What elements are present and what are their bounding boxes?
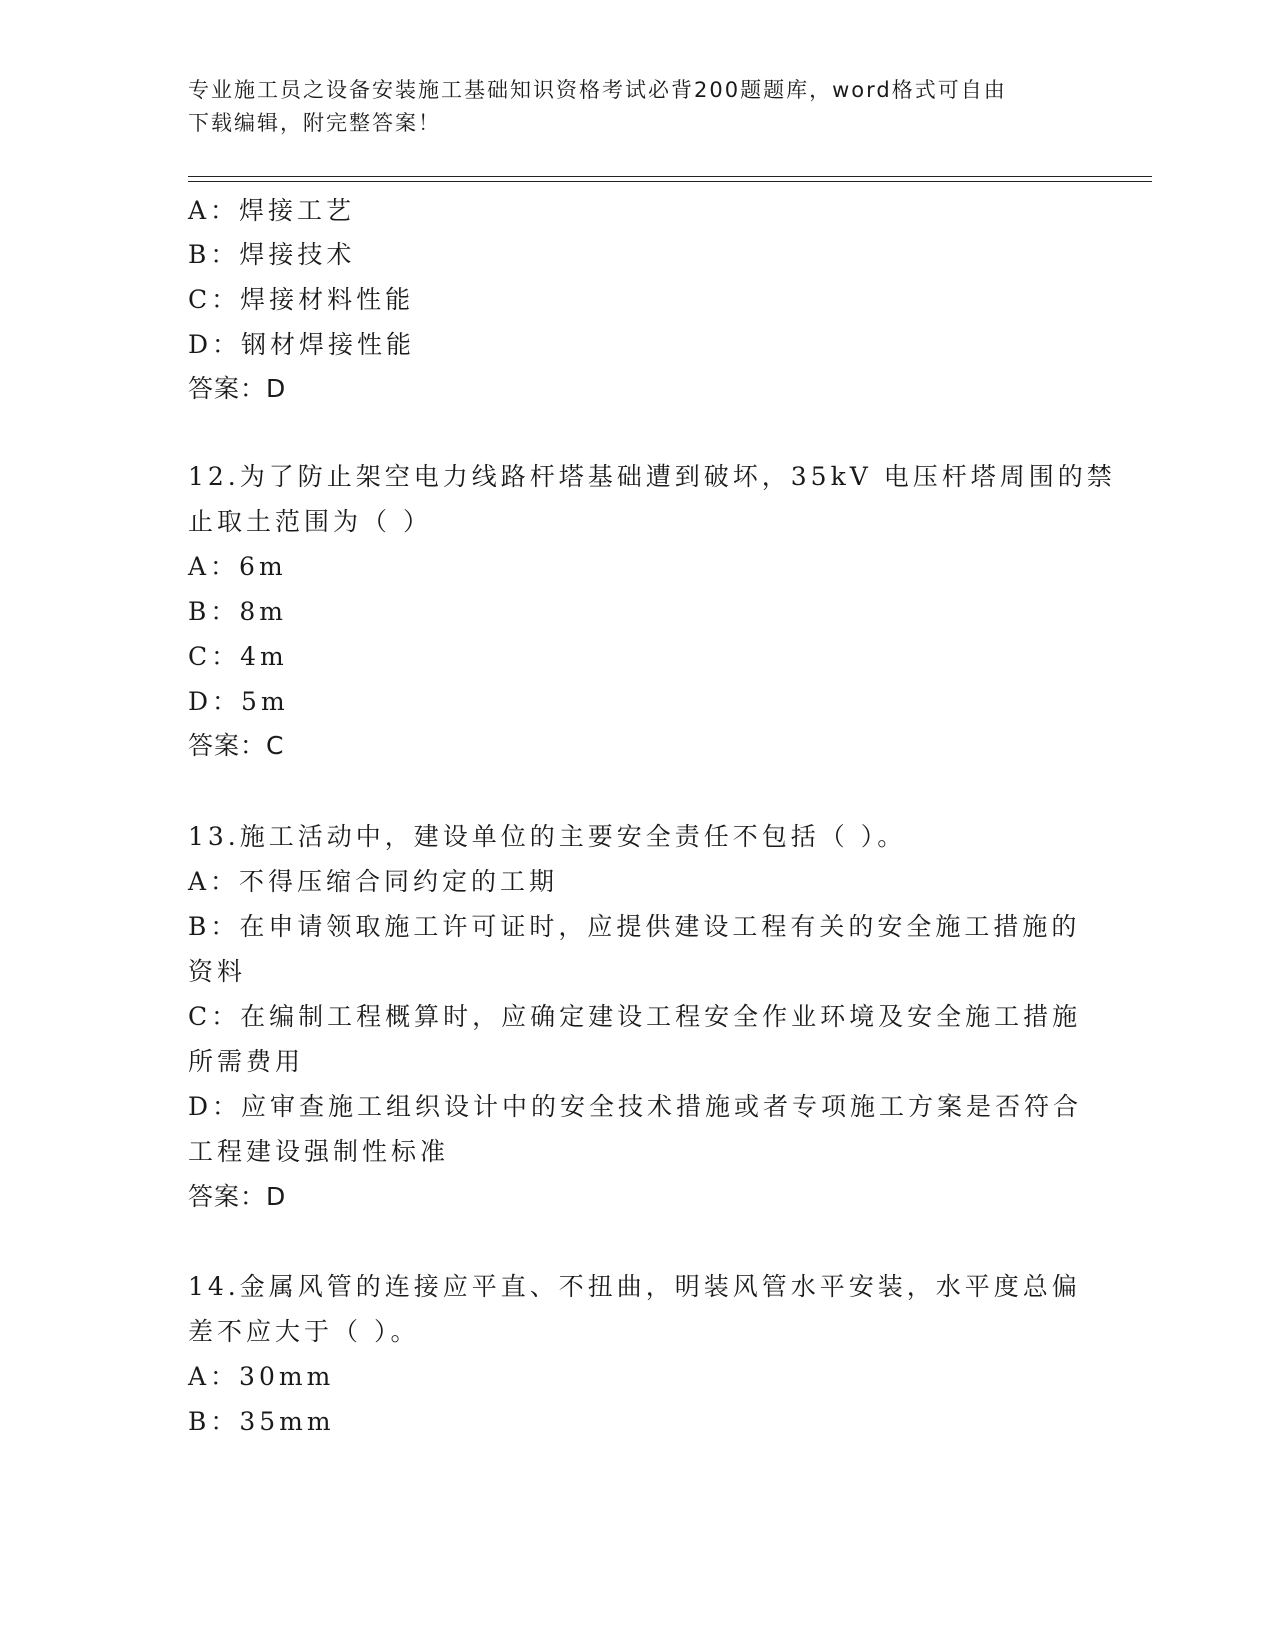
q11-option-b: B：焊接技术 <box>188 240 356 269</box>
q12-answer: 答案：C <box>188 731 285 760</box>
q12-option-a: A：6m <box>188 552 287 581</box>
header-line-1: 专业施工员之设备安装施工基础知识资格考试必背200题题库，word格式可自由 <box>188 78 1007 102</box>
q13-option-a: A：不得压缩合同约定的工期 <box>188 867 559 896</box>
q14-stem-line-1: 14.金属风管的连接应平直、不扭曲，明装风管水平安装，水平度总偏 <box>188 1272 1081 1301</box>
q13-option-b: B：在申请领取施工许可证时，应提供建设工程有关的安全施工措施的 <box>188 912 1081 941</box>
q11-option-c: C：焊接材料性能 <box>188 285 415 314</box>
q11-option-d: D：钢材焊接性能 <box>188 330 416 359</box>
q13-option-c: C：在编制工程概算时，应确定建设工程安全作业环境及安全施工措施 <box>188 1002 1082 1031</box>
q13-option-d: D：应审查施工组织设计中的安全技术措施或者专项施工方案是否符合 <box>188 1092 1083 1121</box>
q11-option-a: A：焊接工艺 <box>188 196 356 225</box>
q14-option-a: A：30mm <box>188 1362 335 1391</box>
q13-option-d-cont: 工程建设强制性标准 <box>188 1137 450 1166</box>
q12-option-c: C：4m <box>188 642 288 671</box>
header-divider-top <box>188 176 1152 177</box>
q13-option-b-cont: 资料 <box>188 957 247 986</box>
q12-option-b: B：8m <box>188 597 287 626</box>
document-header <box>188 74 1068 140</box>
q13-answer: 答案：D <box>188 1182 287 1211</box>
q13-option-c-cont: 所需费用 <box>188 1047 305 1076</box>
q12-stem-line-1: 12.为了防止架空电力线路杆塔基础遭到破坏，35kV 电压杆塔周围的禁 <box>188 462 1116 491</box>
header-divider-bottom <box>188 181 1152 182</box>
header-line-2: 下载编辑，附完整答案！ <box>188 111 441 135</box>
q12-option-d: D：5m <box>188 687 289 716</box>
q14-stem-line-2: 差不应大于（ ）。 <box>188 1317 420 1346</box>
q13-stem: 13.施工活动中，建设单位的主要安全责任不包括（ ）。 <box>188 822 907 851</box>
q14-option-b: B：35mm <box>188 1407 335 1436</box>
q12-stem-line-2: 止取土范围为（ ） <box>188 507 432 536</box>
q11-answer: 答案：D <box>188 374 287 403</box>
